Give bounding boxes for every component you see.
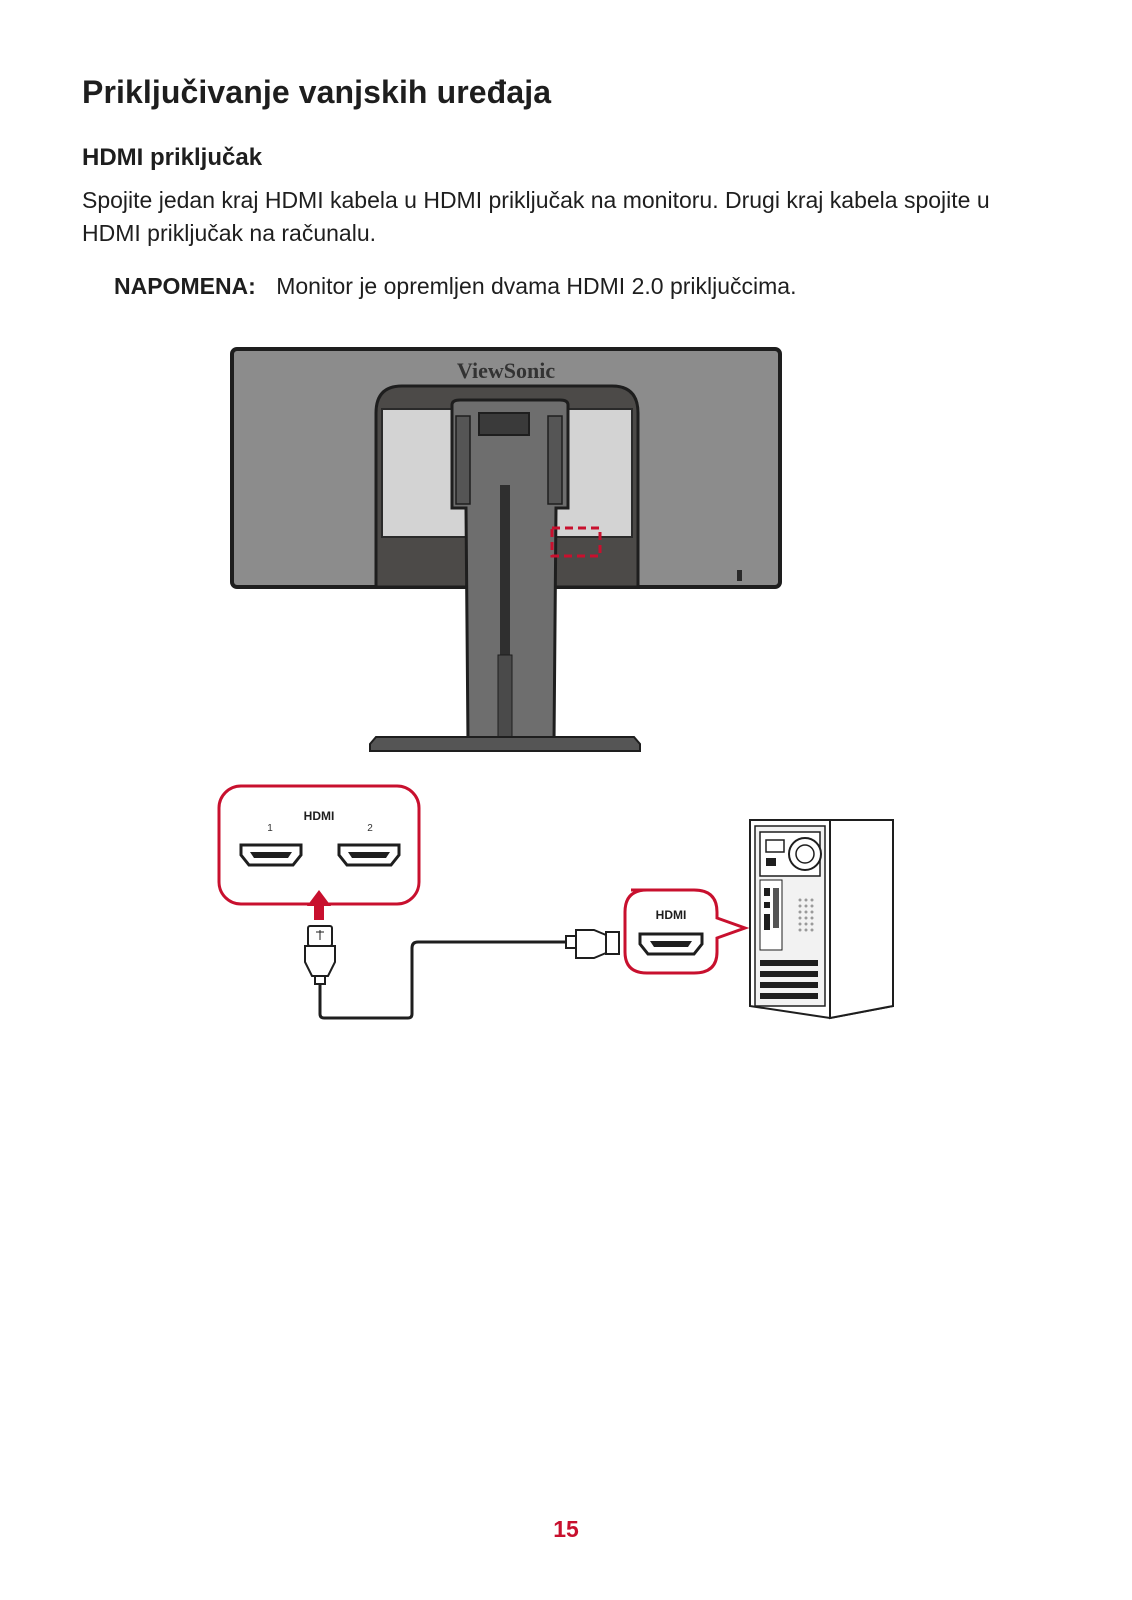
- hdmi-port-1-icon: [241, 845, 301, 865]
- monitor-hdmi-port-callout: [219, 786, 419, 904]
- pc-tower-icon: [750, 820, 893, 1018]
- pc-hdmi-logo: HDMI: [655, 908, 687, 922]
- section-heading: HDMI priključak: [82, 144, 263, 171]
- monitor-brand-logo: ViewSonic: [456, 358, 556, 383]
- note-text: Monitor je opremljen dvama HDMI 2.0 priključcima.: [276, 273, 797, 299]
- body-paragraph: Spojite jedan kraj HDMI kabela u HDMI priključak na monitoru. Drugi kraj kabela spojite u HDMI priključak na računalu.: [82, 187, 990, 246]
- monitor-rear-illustration: [232, 349, 780, 751]
- hdmi-logo: HDMI: [303, 809, 335, 823]
- page-number: 15: [553, 1516, 579, 1542]
- hdmi-cable: [320, 942, 566, 1018]
- hdmi-port-2-icon: [339, 845, 399, 865]
- page-title: Priključivanje vanjskih uređaja: [82, 74, 552, 110]
- hdmi-plug-pc-end-icon: [566, 930, 619, 958]
- pc-hdmi-port-icon: [640, 934, 702, 954]
- port-label-2: 2: [367, 823, 373, 834]
- hdmi-plug-monitor-end-icon: [305, 926, 335, 984]
- note-label: NAPOMENA:: [114, 273, 256, 299]
- pc-hdmi-port-callout: [625, 890, 745, 973]
- port-label-1: 1: [267, 823, 273, 834]
